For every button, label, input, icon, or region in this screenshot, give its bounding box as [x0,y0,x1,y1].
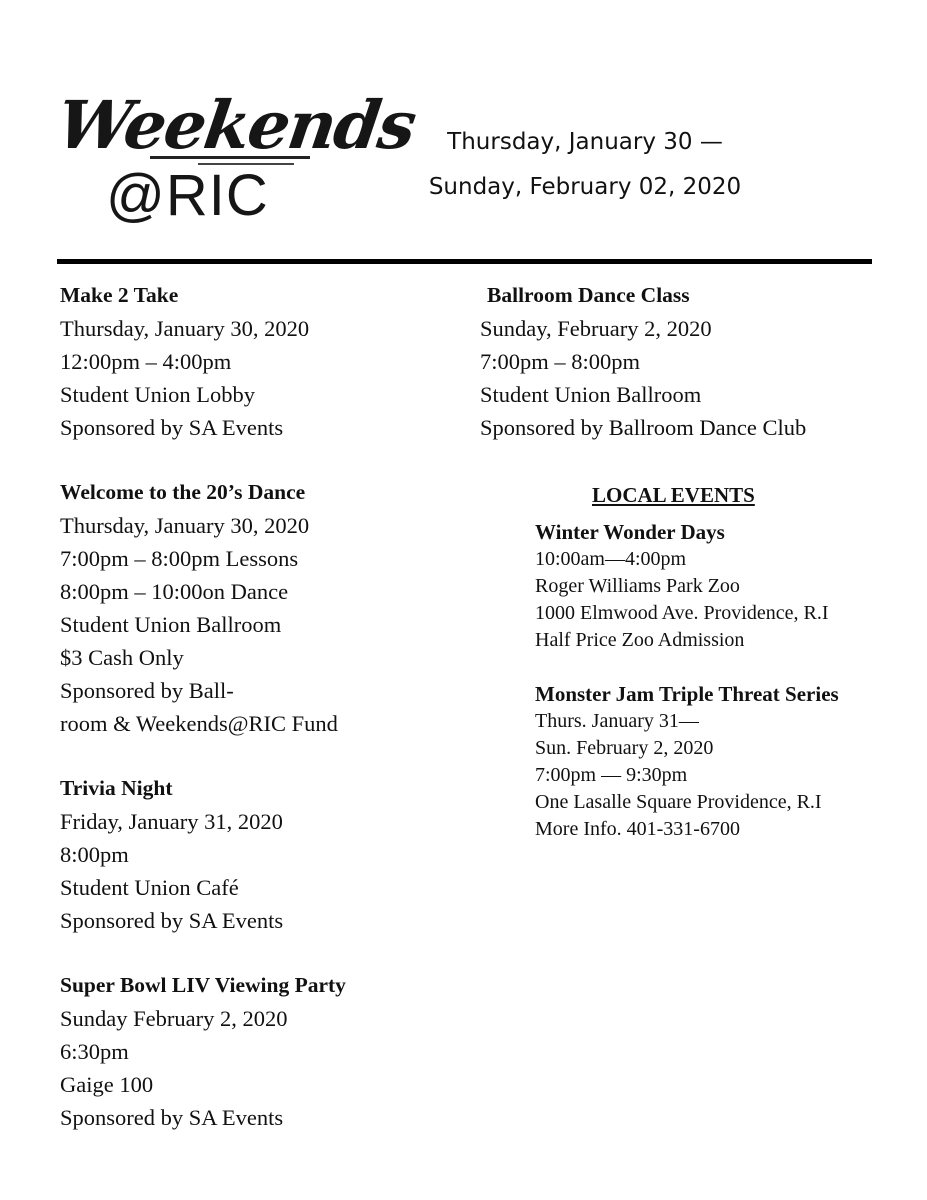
local-event-start-date: Thurs. January 31— [535,710,699,732]
event-location: Student Union Ballroom [480,382,702,407]
event-trivia-night [60,772,460,937]
event-date: Friday, January 31, 2020 [60,809,283,834]
local-event-note: Half Price Zoo Admission [535,629,745,651]
event-sponsor: Sponsored by Ballroom Dance Club [480,415,807,440]
date-range [405,120,765,210]
local-event-title: Monster Jam Triple Threat Series [535,682,839,706]
local-event-monster-jam [535,680,915,843]
event-location: Student Union Ballroom [60,612,282,637]
event-welcome-20s-dance [60,476,460,740]
local-events-heading: LOCAL EVENTS [592,483,755,507]
logo-tag-text: @RIC [106,163,269,228]
event-title: Trivia Night [60,776,173,800]
local-event-title: Winter Wonder Days [535,520,725,544]
event-sponsor: Sponsored by Ball- [60,678,234,703]
local-event-address: 1000 Elmwood Ave. Providence, R.I [535,602,829,624]
event-sponsor-continued: room & Weekends@RIC Fund [60,711,338,736]
local-event-column [535,518,915,869]
event-price: $3 Cash Only [60,645,184,670]
local-event-end-date: Sun. February 2, 2020 [535,737,714,759]
logo-script-text: Weekends [52,86,420,164]
local-event-phone: More Info. 401-331-6700 [535,818,740,840]
event-make-2-take [60,279,460,444]
event-date: Sunday, February 2, 2020 [480,316,712,341]
date-range-line-2: Sunday, February 02, 2020 [428,174,742,200]
local-event-venue: Roger Williams Park Zoo [535,575,740,597]
event-time: 8:00pm [60,842,129,867]
event-ballroom-dance-class [480,279,900,444]
event-location: Gaige 100 [60,1072,154,1097]
left-event-column [60,279,460,1166]
event-date: Thursday, January 30, 2020 [60,513,310,538]
event-title: Make 2 Take [60,283,179,307]
event-time: 12:00pm – 4:00pm [60,349,232,374]
event-title: Welcome to the 20’s Dance [60,480,306,504]
header-divider [57,259,872,264]
event-time-lessons: 7:00pm – 8:00pm Lessons [60,546,299,571]
logo-underline [150,156,310,159]
local-event-address: One Lasalle Square Providence, R.I [535,791,822,813]
event-super-bowl-party [60,969,460,1134]
event-date: Sunday February 2, 2020 [60,1006,288,1031]
event-time: 7:00pm – 8:00pm [480,349,641,374]
event-sponsor: Sponsored by SA Events [60,415,284,440]
event-time: 6:30pm [60,1039,129,1064]
date-range-line-1: Thursday, January 30 — [447,129,723,155]
event-sponsor: Sponsored by SA Events [60,1105,284,1130]
weekends-ric-logo [52,86,420,240]
event-title: Ballroom Dance Class [487,283,690,307]
right-event-column [480,279,900,476]
event-location: Student Union Café [60,875,239,900]
local-event-winter-wonder-days [535,518,915,654]
event-sponsor: Sponsored by SA Events [60,908,284,933]
local-event-time: 10:00am—4:00pm [535,548,687,570]
event-location: Student Union Lobby [60,382,255,407]
event-title: Super Bowl LIV Viewing Party [60,973,346,997]
local-event-time: 7:00pm — 9:30pm [535,764,688,786]
event-date: Thursday, January 30, 2020 [60,316,310,341]
event-time-dance: 8:00pm – 10:00on Dance [60,579,289,604]
